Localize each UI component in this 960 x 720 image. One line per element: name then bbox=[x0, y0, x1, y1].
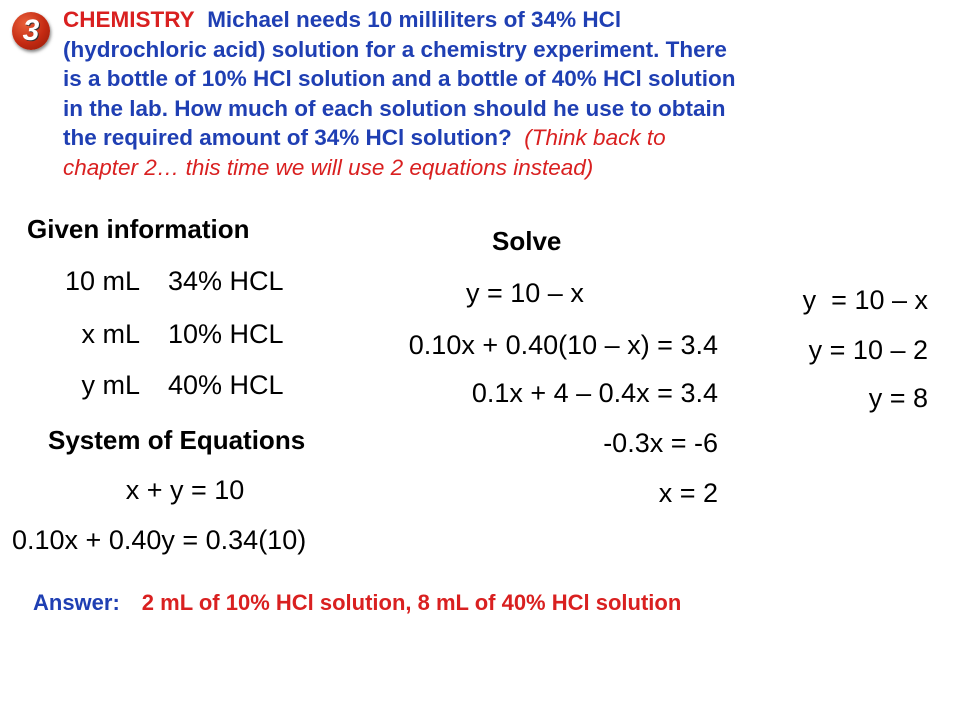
solve-step-5: x = 2 bbox=[658, 478, 718, 508]
given-solution-2: 10% HCL bbox=[168, 319, 284, 349]
problem-text-line-1: Michael needs 10 milliliters of 34% HCl bbox=[207, 7, 622, 32]
problem-topic: CHEMISTRY bbox=[63, 7, 195, 32]
solve-step-3: 0.1x + 4 – 0.4x = 3.4 bbox=[471, 378, 718, 408]
given-amount-2: x mL bbox=[81, 319, 140, 349]
given-heading: Given information bbox=[27, 214, 250, 244]
solve-heading: Solve bbox=[492, 226, 562, 256]
problem-text-line-3: is a bottle of 10% HCl solution and a bottle of 40% HCl solution bbox=[63, 66, 736, 91]
solve-step-1: y = 10 – x bbox=[466, 278, 584, 308]
given-amount-1: 10 mL bbox=[64, 266, 140, 296]
hint-text-2: chapter 2… this time we will use 2 equations instead) bbox=[63, 154, 594, 180]
system-heading: System of Equations bbox=[48, 425, 306, 455]
problem-text-line-5: the required amount of 34% HCl solution? bbox=[63, 125, 512, 150]
solve-step-2: 0.10x + 0.40(10 – x) = 3.4 bbox=[408, 330, 718, 360]
given-amount-3: y mL bbox=[81, 370, 140, 400]
problem-number-badge: 3 bbox=[12, 12, 50, 50]
back-substitute-step-3: y = 8 bbox=[868, 383, 928, 413]
back-substitute-step-1: y = 10 – x bbox=[802, 285, 928, 315]
answer-row bbox=[33, 590, 681, 616]
back-substitute-step-2: y = 10 – 2 bbox=[808, 335, 928, 365]
answer-label: Answer: bbox=[33, 590, 120, 615]
given-solution-1: 34% HCL bbox=[168, 266, 284, 296]
problem-text-line-4: in the lab. How much of each solution should he use to obtain bbox=[63, 95, 726, 121]
system-equation-1: x + y = 10 bbox=[125, 475, 245, 505]
given-solution-3: 40% HCL bbox=[168, 370, 284, 400]
problem-line-5 bbox=[63, 123, 948, 153]
problem-line-1 bbox=[63, 5, 948, 35]
problem-statement bbox=[63, 5, 948, 182]
system-equation-2: 0.10x + 0.40y = 0.34(10) bbox=[12, 525, 307, 555]
answer-text: 2 mL of 10% HCl solution, 8 mL of 40% HCl solution bbox=[141, 590, 682, 615]
problem-text-line-2: (hydrochloric acid) solution for a chemistry experiment. There bbox=[63, 36, 727, 62]
hint-text-1: (Think back to bbox=[524, 125, 666, 150]
solve-step-4: -0.3x = -6 bbox=[603, 428, 718, 458]
